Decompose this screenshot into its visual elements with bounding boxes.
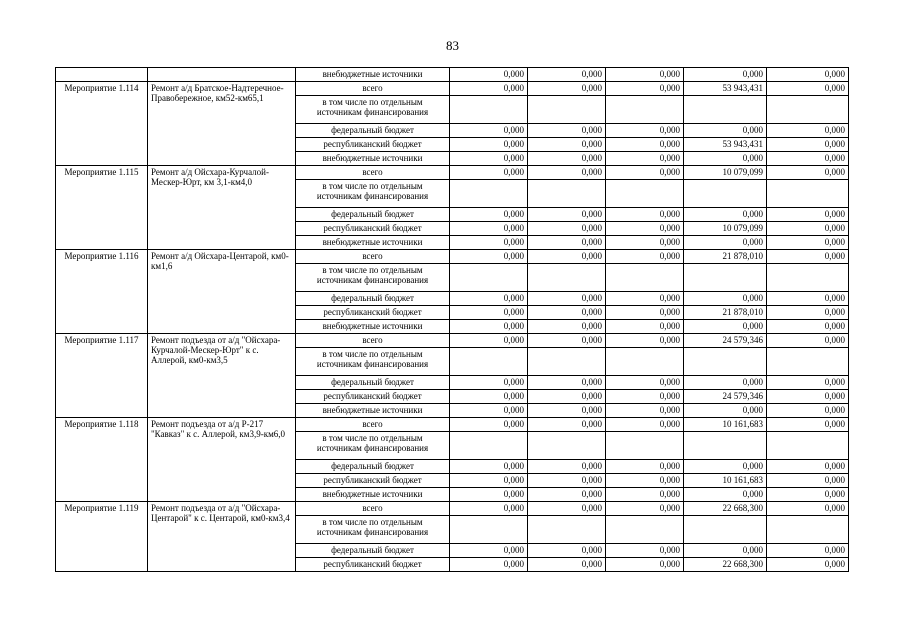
value-cell: 0,000	[528, 166, 606, 180]
value-cell	[528, 264, 606, 292]
financing-table	[55, 67, 849, 572]
value-cell: 0,000	[606, 124, 684, 138]
value-cell	[450, 516, 528, 544]
value-cell	[767, 264, 849, 292]
value-cell: 53 943,431	[684, 82, 767, 96]
value-cell	[606, 264, 684, 292]
value-cell: 0,000	[450, 404, 528, 418]
value-cell	[684, 96, 767, 124]
value-cell: 22 668,300	[684, 558, 767, 572]
value-cell: 0,000	[528, 488, 606, 502]
value-cell: 10 079,099	[684, 166, 767, 180]
value-cell: 0,000	[450, 460, 528, 474]
value-cell: 0,000	[767, 376, 849, 390]
value-cell: 0,000	[767, 82, 849, 96]
value-cell: 0,000	[528, 124, 606, 138]
value-cell: 24 579,346	[684, 390, 767, 404]
value-cell: 0,000	[606, 236, 684, 250]
source-cell: республиканский бюджет	[296, 306, 450, 320]
name-cell: Ремонт подъезда от а/д "Ойсхара-Курчалой-Мескер-Юрт" к с. Аллерой, км0-км3,5	[148, 334, 296, 418]
value-cell: 21 878,010	[684, 250, 767, 264]
value-cell: 0,000	[767, 544, 849, 558]
name-cell: Ремонт а/д Братское-Надтеречное-Правобережное, км52-км65,1	[148, 82, 296, 166]
name-cell: Ремонт подъезда от а/д "Ойсхара-Центарой" к с. Центарой, км0-км3,4	[148, 502, 296, 572]
value-cell: 0,000	[606, 250, 684, 264]
value-cell: 0,000	[767, 68, 849, 82]
value-cell: 0,000	[450, 138, 528, 152]
table-row	[56, 250, 849, 264]
page-number: 83	[446, 38, 459, 53]
value-cell: 0,000	[606, 222, 684, 236]
value-cell: 0,000	[606, 306, 684, 320]
value-cell: 22 668,300	[684, 502, 767, 516]
value-cell: 0,000	[450, 152, 528, 166]
value-cell	[767, 180, 849, 208]
value-cell: 0,000	[606, 418, 684, 432]
source-cell: федеральный бюджет	[296, 124, 450, 138]
value-cell: 0,000	[767, 558, 849, 572]
source-cell: внебюджетные источники	[296, 152, 450, 166]
value-cell: 0,000	[450, 166, 528, 180]
value-cell: 0,000	[450, 250, 528, 264]
value-cell: 0,000	[528, 320, 606, 334]
value-cell: 0,000	[528, 390, 606, 404]
value-cell: 0,000	[684, 320, 767, 334]
value-cell: 0,000	[450, 502, 528, 516]
value-cell	[606, 96, 684, 124]
value-cell: 0,000	[450, 418, 528, 432]
value-cell: 0,000	[767, 152, 849, 166]
source-cell: федеральный бюджет	[296, 292, 450, 306]
value-cell	[606, 432, 684, 460]
value-cell: 0,000	[606, 208, 684, 222]
value-cell: 0,000	[528, 236, 606, 250]
event-cell	[56, 68, 148, 82]
value-cell: 0,000	[450, 376, 528, 390]
value-cell	[767, 348, 849, 376]
value-cell: 0,000	[767, 250, 849, 264]
value-cell: 0,000	[606, 376, 684, 390]
value-cell: 10 079,099	[684, 222, 767, 236]
value-cell: 0,000	[528, 138, 606, 152]
value-cell: 0,000	[606, 292, 684, 306]
value-cell: 0,000	[528, 82, 606, 96]
value-cell: 0,000	[606, 390, 684, 404]
source-cell: республиканский бюджет	[296, 558, 450, 572]
source-cell: в том числе по отдельным источникам финансирования	[296, 516, 450, 544]
source-cell: республиканский бюджет	[296, 390, 450, 404]
value-cell: 0,000	[606, 138, 684, 152]
source-cell: всего	[296, 334, 450, 348]
value-cell: 0,000	[684, 124, 767, 138]
value-cell: 0,000	[450, 306, 528, 320]
value-cell: 0,000	[528, 404, 606, 418]
value-cell	[606, 348, 684, 376]
source-cell: всего	[296, 418, 450, 432]
value-cell: 0,000	[767, 292, 849, 306]
table-row	[56, 68, 849, 82]
table-row	[56, 166, 849, 180]
value-cell: 0,000	[767, 124, 849, 138]
value-cell: 0,000	[684, 236, 767, 250]
value-cell: 0,000	[450, 292, 528, 306]
value-cell: 0,000	[767, 138, 849, 152]
value-cell: 0,000	[606, 334, 684, 348]
value-cell	[528, 348, 606, 376]
name-cell: Ремонт подъезда от а/д Р-217 "Кавказ" к с. Аллерой, км3,9-км6,0	[148, 418, 296, 502]
value-cell: 0,000	[767, 208, 849, 222]
value-cell: 0,000	[767, 502, 849, 516]
value-cell	[528, 96, 606, 124]
value-cell: 0,000	[450, 236, 528, 250]
value-cell: 0,000	[528, 222, 606, 236]
name-cell	[148, 68, 296, 82]
value-cell: 0,000	[606, 460, 684, 474]
value-cell	[450, 180, 528, 208]
value-cell: 0,000	[767, 222, 849, 236]
value-cell: 0,000	[606, 502, 684, 516]
value-cell: 0,000	[606, 474, 684, 488]
value-cell: 0,000	[684, 544, 767, 558]
value-cell: 0,000	[684, 68, 767, 82]
value-cell: 0,000	[528, 250, 606, 264]
value-cell: 0,000	[528, 558, 606, 572]
value-cell: 0,000	[684, 376, 767, 390]
value-cell: 0,000	[528, 152, 606, 166]
event-cell: Мероприятие 1.115	[56, 166, 148, 250]
source-cell: республиканский бюджет	[296, 138, 450, 152]
source-cell: федеральный бюджет	[296, 544, 450, 558]
value-cell: 0,000	[767, 460, 849, 474]
value-cell: 53 943,431	[684, 138, 767, 152]
source-cell: в том числе по отдельным источникам финансирования	[296, 432, 450, 460]
value-cell: 0,000	[606, 558, 684, 572]
value-cell	[684, 432, 767, 460]
value-cell: 0,000	[606, 166, 684, 180]
value-cell: 0,000	[606, 488, 684, 502]
value-cell: 0,000	[450, 320, 528, 334]
value-cell: 0,000	[767, 418, 849, 432]
value-cell: 0,000	[450, 488, 528, 502]
event-cell: Мероприятие 1.117	[56, 334, 148, 418]
value-cell: 0,000	[767, 334, 849, 348]
value-cell: 0,000	[684, 488, 767, 502]
source-cell: республиканский бюджет	[296, 474, 450, 488]
value-cell: 0,000	[528, 292, 606, 306]
value-cell	[684, 264, 767, 292]
value-cell: 0,000	[606, 404, 684, 418]
value-cell: 0,000	[606, 82, 684, 96]
value-cell: 24 579,346	[684, 334, 767, 348]
source-cell: федеральный бюджет	[296, 460, 450, 474]
value-cell: 0,000	[767, 306, 849, 320]
event-cell: Мероприятие 1.119	[56, 502, 148, 572]
value-cell: 0,000	[767, 236, 849, 250]
event-cell: Мероприятие 1.114	[56, 82, 148, 166]
value-cell	[767, 516, 849, 544]
value-cell: 0,000	[684, 404, 767, 418]
name-cell: Ремонт а/д Ойсхара-Центарой, км0-км1,6	[148, 250, 296, 334]
name-cell: Ремонт а/д Ойсхара-Курчалой-Мескер-Юрт, км 3,1-км4,0	[148, 166, 296, 250]
value-cell: 0,000	[528, 68, 606, 82]
value-cell	[684, 180, 767, 208]
value-cell: 0,000	[450, 390, 528, 404]
source-cell: внебюджетные источники	[296, 68, 450, 82]
value-cell	[606, 180, 684, 208]
source-cell: в том числе по отдельным источникам финансирования	[296, 180, 450, 208]
source-cell: в том числе по отдельным источникам финансирования	[296, 348, 450, 376]
value-cell: 0,000	[450, 334, 528, 348]
source-cell: внебюджетные источники	[296, 236, 450, 250]
value-cell: 0,000	[767, 166, 849, 180]
value-cell: 0,000	[528, 460, 606, 474]
value-cell: 0,000	[767, 320, 849, 334]
value-cell: 0,000	[528, 544, 606, 558]
source-cell: всего	[296, 166, 450, 180]
value-cell: 0,000	[684, 460, 767, 474]
value-cell: 0,000	[767, 390, 849, 404]
source-cell: республиканский бюджет	[296, 222, 450, 236]
source-cell: федеральный бюджет	[296, 376, 450, 390]
source-cell: в том числе по отдельным источникам финансирования	[296, 96, 450, 124]
value-cell	[450, 264, 528, 292]
event-cell: Мероприятие 1.116	[56, 250, 148, 334]
value-cell: 0,000	[528, 334, 606, 348]
value-cell: 0,000	[684, 292, 767, 306]
value-cell: 21 878,010	[684, 306, 767, 320]
value-cell	[450, 96, 528, 124]
value-cell: 0,000	[684, 152, 767, 166]
value-cell: 0,000	[767, 404, 849, 418]
value-cell: 0,000	[528, 502, 606, 516]
source-cell: внебюджетные источники	[296, 404, 450, 418]
event-cell: Мероприятие 1.118	[56, 418, 148, 502]
table-body	[56, 68, 849, 572]
source-cell: всего	[296, 502, 450, 516]
value-cell: 0,000	[606, 320, 684, 334]
value-cell: 0,000	[606, 544, 684, 558]
table-row	[56, 334, 849, 348]
table-row	[56, 502, 849, 516]
value-cell: 0,000	[767, 488, 849, 502]
value-cell: 10 161,683	[684, 418, 767, 432]
source-cell: всего	[296, 82, 450, 96]
value-cell: 0,000	[450, 544, 528, 558]
value-cell	[684, 516, 767, 544]
value-cell: 0,000	[606, 152, 684, 166]
value-cell	[606, 516, 684, 544]
value-cell: 0,000	[528, 306, 606, 320]
table-row	[56, 82, 849, 96]
value-cell	[528, 180, 606, 208]
value-cell: 0,000	[528, 376, 606, 390]
value-cell: 0,000	[450, 222, 528, 236]
source-cell: федеральный бюджет	[296, 208, 450, 222]
value-cell: 0,000	[767, 474, 849, 488]
value-cell	[684, 348, 767, 376]
value-cell: 0,000	[450, 474, 528, 488]
value-cell: 0,000	[450, 558, 528, 572]
value-cell: 0,000	[450, 68, 528, 82]
value-cell: 0,000	[450, 124, 528, 138]
value-cell	[767, 432, 849, 460]
table-row	[56, 418, 849, 432]
value-cell	[450, 348, 528, 376]
value-cell: 0,000	[606, 68, 684, 82]
value-cell	[767, 96, 849, 124]
value-cell: 0,000	[528, 474, 606, 488]
source-cell: внебюджетные источники	[296, 320, 450, 334]
value-cell: 0,000	[528, 208, 606, 222]
value-cell: 0,000	[528, 418, 606, 432]
value-cell	[450, 432, 528, 460]
source-cell: всего	[296, 250, 450, 264]
value-cell: 0,000	[450, 82, 528, 96]
source-cell: в том числе по отдельным источникам финансирования	[296, 264, 450, 292]
value-cell	[528, 516, 606, 544]
value-cell: 0,000	[684, 208, 767, 222]
value-cell	[528, 432, 606, 460]
source-cell: внебюджетные источники	[296, 488, 450, 502]
value-cell: 0,000	[450, 208, 528, 222]
value-cell: 10 161,683	[684, 474, 767, 488]
